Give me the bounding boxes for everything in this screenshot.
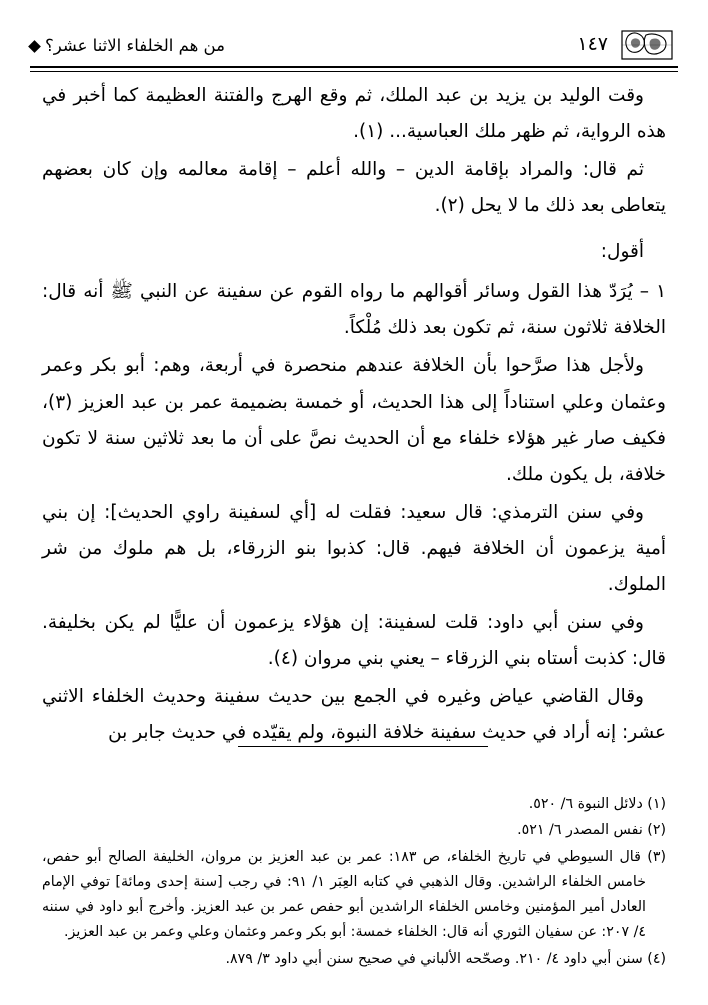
- header-rule-top: [30, 66, 678, 68]
- footnotes-block: [42, 792, 666, 973]
- page-number: ١٤٧: [577, 33, 608, 55]
- footnote-item: (٤) سنن أبي داود ٤/ ٢١٠. وصحّحه الألباني في صحيح سنن أبي داود ٣/ ٨٧٩.: [225, 950, 666, 967]
- header-right-group: [577, 28, 678, 62]
- paragraph: ولأجل هذا صرَّحوا بأن الخلافة عندهم منحصرة في أربعة، وهم: أبو بكر وعمر وعثمان وعلي استناداً إلى هذا الحديث، أو خمسة بضميمة عمر بن عبد العزيز (٣)، فكيف صار غير هؤلاء خلفاء مع أن الحديث نصَّ على أن ما بعد ثلاثين سنة لا تكون خلافة، بل يكون ملك.: [42, 355, 666, 485]
- footnote-item: (٢) نفس المصدر ٦/ ٥٢١.: [517, 822, 666, 839]
- numbered-item: ١ – يُرَدّ هذا القول وسائر أقوالهم ما رواه القوم عن سفينة عن النبي ﷺ أنه قال: الخلافة ثلاثون سنة، ثم تكون بعد ذلك مُلْكاً.: [42, 281, 666, 339]
- section-heading: أقول:: [600, 241, 644, 263]
- footnote-separator: [238, 746, 488, 747]
- header-left-group: [30, 36, 225, 55]
- footnote-item: (٣) قال السيوطي في تاريخ الخلفاء، ص ١٨٣: عمر بن عبد العزيز بن مروان، الخليفة الصالح أبو حفص، خامس الخلفاء الراشدين. وقال الذهبي في كتابه العِبَر ١/ ٩١: في رجب [سنة إحدى ومائة] توفي الإمام العادل أمير المؤمنين وخامس الخلفاء الراشدين أبو حفص عمر بن عبد العزيز. وأخرج أبو داود في سننه ٤/ ٢٠٧: عن سفيان الثوري أنه قال: الخلفاء خمسة: أبو بكر وعمر وعثمان وعلي وعمر بن عبد العزيز.: [42, 848, 666, 941]
- body-text: [42, 78, 666, 753]
- chapter-title: من هم الخلفاء الاثنا عشر؟: [45, 35, 225, 55]
- footnote-item: (١) دلائل النبوة ٦/ ٥٢٠.: [528, 796, 666, 813]
- page-header: [30, 26, 678, 68]
- header-rule-bottom: [30, 71, 678, 72]
- paragraph: وقال القاضي عياض وغيره في الجمع بين حديث سفينة وحديث الخلفاء الاثني عشر: إنه أراد في حديث سفينة خلافة النبوة، ولم يقيّده في حديث جابر بن: [42, 686, 666, 744]
- diamond-bullet-icon: [28, 40, 41, 53]
- header-content: [30, 26, 678, 64]
- paragraph: وقت الوليد بن يزيد بن عبد الملك، ثم وقع الهرج والفتنة العظيمة كما أخبر في هذه الرواية، ثم ظهر ملك العباسية... (١).: [42, 85, 666, 143]
- paragraph: وفي سنن أبي داود: قلت لسفينة: إن هؤلاء يزعمون أن عليًّا لم يكن بخليفة. قال: كذبت أستاه بني الزرقاء – يعني بني مروان (٤).: [42, 611, 666, 669]
- paragraph: وفي سنن الترمذي: قال سعيد: فقلت له [أي لسفينة راوي الحديث]: إن بني أمية يزعمون أن الخلافة فيهم. قال: كذبوا بنو الزرقاء، بل هم ملوك من شر الملوك.: [42, 501, 666, 595]
- floral-ornament-icon: [616, 28, 678, 62]
- paragraph: ثم قال: والمراد بإقامة الدين – والله أعلم – إقامة معالمه وإن كان بعضهم يتعاطى بعد ذلك ما لا يحل (٢).: [42, 159, 666, 217]
